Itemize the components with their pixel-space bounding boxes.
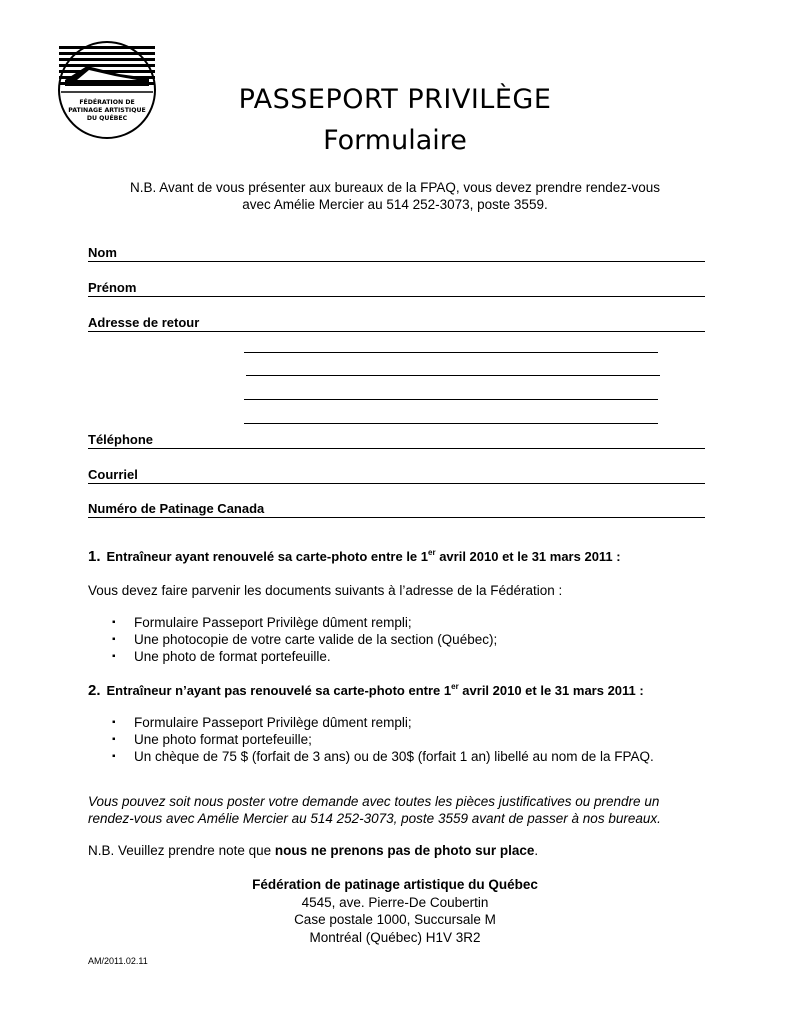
address-line-3[interactable] xyxy=(244,399,658,400)
courriel-label: Courriel xyxy=(88,467,138,482)
address-line-street: 4545, ave. Pierre-De Coubertin xyxy=(301,894,489,910)
photo-notice-bold: nous ne prenons pas de photo sur place xyxy=(274,843,535,858)
svg-text:PATINAGE ARTISTIQUE: PATINAGE ARTISTIQUE xyxy=(68,107,146,114)
svg-text:FÉDÉRATION DE: FÉDÉRATION DE xyxy=(79,99,135,106)
address-line-4[interactable] xyxy=(244,423,658,424)
section-1-heading-a: Entraîneur ayant renouvelé sa carte-photo entre le 1 xyxy=(106,549,429,564)
notice-line-1: N.B. Avant de vous présenter aux bureaux de la FPAQ, vous devez prendre rendez-vous xyxy=(129,180,661,195)
mailing-line-2: rendez-vous avec Amélie Mercier au 514 252-3073, poste 3559 avant de passer à nos bureaux. xyxy=(88,811,661,826)
photo-notice xyxy=(88,843,538,858)
numero-patinage-field[interactable] xyxy=(88,500,705,518)
address-line-box: Case postale 1000, Succursale M xyxy=(294,912,496,927)
section-2-number: 2. xyxy=(88,682,101,699)
list-item: ▪ Une photo format portefeuille; xyxy=(112,731,654,748)
address-org: Fédération de patinage artistique du Québec xyxy=(252,877,538,892)
mailing-instructions xyxy=(88,793,728,827)
section-1-number: 1. xyxy=(88,548,101,565)
notice-line-2: avec Amélie Mercier au 514 252-3073, poste 3559. xyxy=(242,197,548,212)
section-1-heading xyxy=(88,548,621,565)
list-item: ▪ Une photocopie de votre carte valide de la section (Québec); xyxy=(112,631,497,648)
list-item: ▪ Formulaire Passeport Privilège dûment rempli; xyxy=(112,714,654,731)
address-line-1[interactable] xyxy=(244,352,658,353)
adresse-field[interactable] xyxy=(88,314,705,332)
section-1-heading-b: avril 2010 et le 31 mars 2011 : xyxy=(435,549,621,564)
photo-notice-prefix: N.B. Veuillez prendre note que xyxy=(88,843,275,858)
section-2-heading xyxy=(88,682,644,699)
document-code: AM/2011.02.11 xyxy=(88,956,148,966)
list-item: ▪ Une photo de format portefeuille. xyxy=(112,648,497,665)
section-2-heading-b: avril 2010 et le 31 mars 2011 : xyxy=(458,683,644,698)
section-2-heading-sup: er xyxy=(451,682,459,691)
photo-notice-suffix: . xyxy=(534,843,539,858)
page-title: PASSEPORT PRIVILÈGE xyxy=(238,84,552,115)
list-item: ▪ Un chèque de 75 $ (forfait de 3 ans) ou de 30$ (forfait 1 an) libellé au nom de la FPAQ. xyxy=(112,748,654,765)
federation-address xyxy=(200,876,590,946)
section-1-list xyxy=(112,614,497,665)
svg-text:DU QUÉBEC: DU QUÉBEC xyxy=(86,115,128,122)
telephone-label: Téléphone xyxy=(88,432,154,447)
nom-field[interactable] xyxy=(88,244,705,262)
mailing-line-1: Vous pouvez soit nous poster votre demande avec toutes les pièces justificatives ou prendre un xyxy=(88,794,660,809)
numero-patinage-label: Numéro de Patinage Canada xyxy=(88,501,265,516)
prenom-field[interactable] xyxy=(88,279,705,297)
address-line-city: Montréal (Québec) H1V 3R2 xyxy=(309,929,481,945)
adresse-label: Adresse de retour xyxy=(88,315,200,330)
address-line-2[interactable] xyxy=(246,375,660,376)
section-2-list xyxy=(112,714,654,765)
page-subtitle: Formulaire xyxy=(323,125,467,156)
fpaq-logo xyxy=(57,40,157,140)
nom-label: Nom xyxy=(88,245,117,260)
list-item: ▪ Formulaire Passeport Privilège dûment rempli; xyxy=(112,614,497,631)
courriel-field[interactable] xyxy=(88,466,705,484)
appointment-notice xyxy=(80,179,710,213)
section-2-heading-a: Entraîneur n’ayant pas renouvelé sa carte-photo entre 1 xyxy=(106,683,452,698)
section-1-heading-sup: er xyxy=(428,548,436,557)
fpaq-logo-icon xyxy=(57,40,157,140)
telephone-field[interactable] xyxy=(88,431,705,449)
section-1-intro: Vous devez faire parvenir les documents suivants à l’adresse de la Fédération : xyxy=(88,583,563,598)
prenom-label: Prénom xyxy=(88,280,137,295)
